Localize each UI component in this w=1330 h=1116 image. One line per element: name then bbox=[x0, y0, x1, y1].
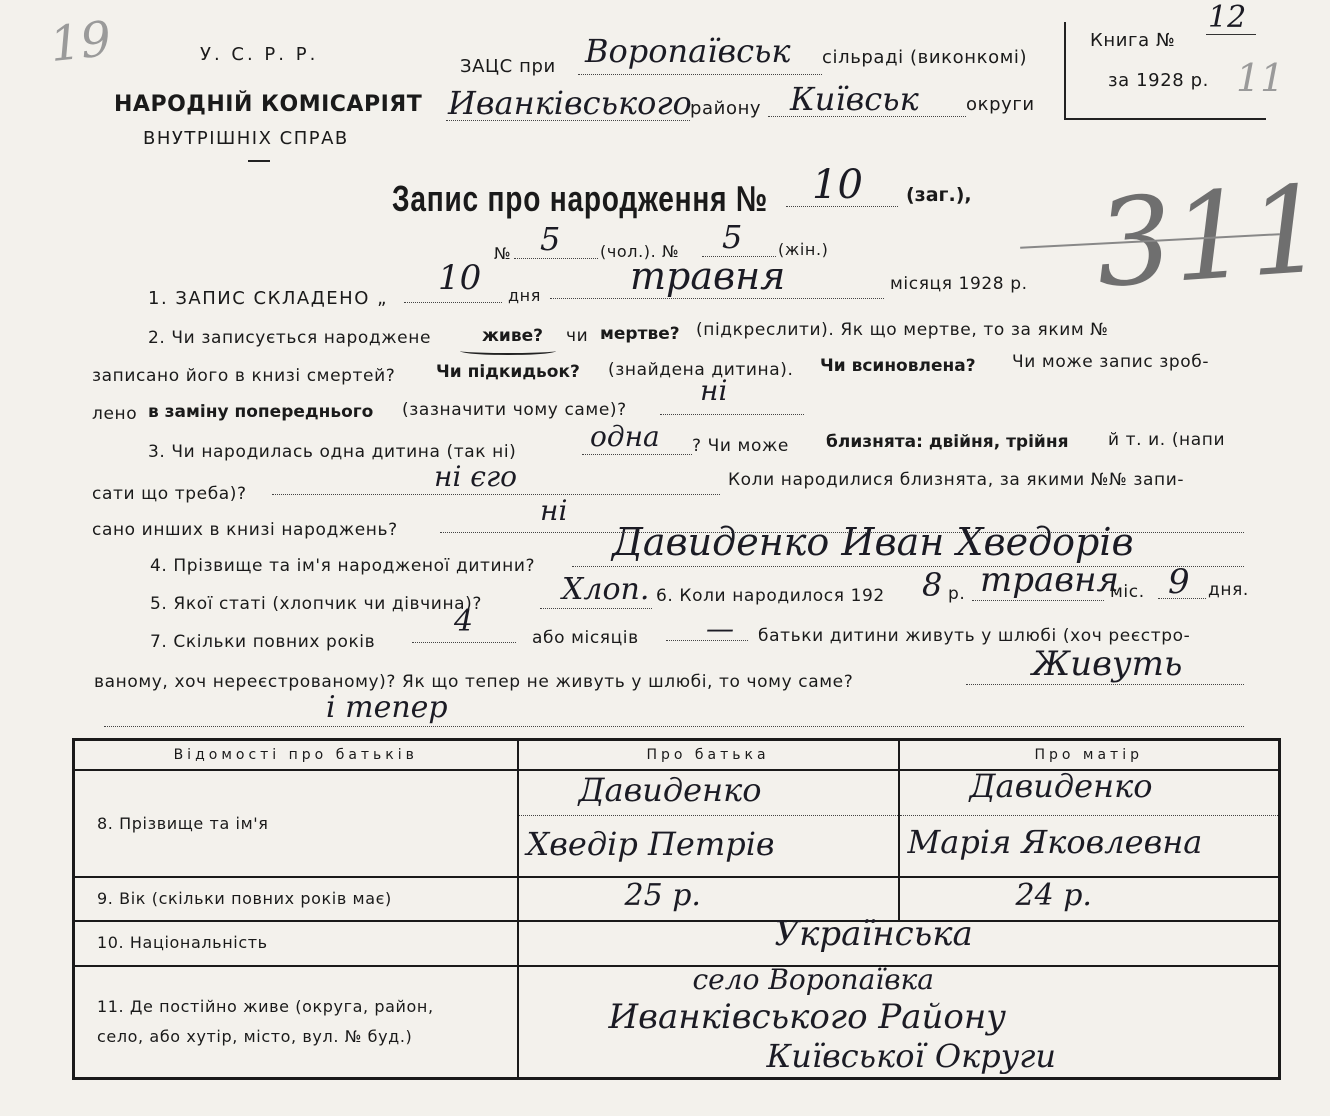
nationality-handwritten: Українська bbox=[774, 914, 973, 955]
mother-given-handwritten: Марія Яковлевна bbox=[907, 823, 1203, 862]
q3-one-handwritten: одна bbox=[590, 420, 660, 453]
q2-line2-c: Чи може запис зроб- bbox=[1012, 352, 1210, 372]
q4-answer-line bbox=[572, 566, 1244, 567]
q3-line1-c: й т. и. (напи bbox=[1108, 430, 1226, 450]
mother-age-handwritten: 24 р. bbox=[1015, 878, 1092, 913]
q7-line2: ваному, хоч нереєстрованому)? Як що тепер не живуть у шлюбі, то чому саме? bbox=[94, 672, 854, 692]
q5-answer-handwritten: Хлоп. bbox=[562, 572, 650, 607]
q6-day-handwritten: 9 bbox=[1168, 562, 1190, 602]
father-given-handwritten: Хведір Петрів bbox=[526, 825, 775, 864]
q2-line2-b: (знайдена дитина). bbox=[608, 360, 794, 380]
record-number-handwritten: 10 bbox=[812, 162, 863, 208]
female-label: (жін.) bbox=[778, 240, 829, 259]
q2-adopted: Чи всиновлена? bbox=[820, 356, 976, 376]
mother-name-cell bbox=[899, 767, 1280, 877]
q3-line2-a: сати що треба)? bbox=[92, 484, 247, 504]
q6-label: 6. Коли народилося 192 bbox=[656, 586, 885, 606]
book-number-underline bbox=[1206, 34, 1256, 35]
q7-label-c: батьки дитини живуть у шлюбі (хоч реєстро- bbox=[758, 626, 1191, 646]
q2-line1-b: (підкреслити). Як що мертве, то за яким № bbox=[696, 320, 1109, 340]
row-residence-label-line2: село, або хутір, місто, вул. № буд.) bbox=[97, 1026, 413, 1046]
q7-months-handwritten: — bbox=[706, 612, 734, 645]
raion-label: району bbox=[690, 98, 762, 119]
q3-line3-handwritten: ні bbox=[540, 494, 568, 527]
q3-line2-b: Коли народилися близнята, за якими №№ запи- bbox=[728, 470, 1185, 490]
row-age-label: 9. Вік (скільки повних років має) bbox=[74, 877, 518, 921]
father-surname-handwritten: Давиденко bbox=[578, 771, 762, 810]
table-row-name bbox=[74, 770, 1280, 877]
q2-foundling: Чи підкидьок? bbox=[436, 362, 580, 382]
q7-years-line bbox=[412, 642, 516, 643]
male-no-label: № bbox=[494, 244, 512, 263]
q2-replace: в заміну попереднього bbox=[148, 402, 374, 422]
header-divider bbox=[248, 160, 270, 162]
header-parents-info: Відомості про батьків bbox=[74, 740, 518, 771]
q3-line2-handwritten: ні єго bbox=[434, 460, 517, 493]
q2-answer-handwritten: ні bbox=[700, 374, 728, 407]
table-row-nationality bbox=[74, 921, 1280, 965]
q3-twins: близнята: двійня, трійня bbox=[826, 432, 1069, 452]
q3-line1-b: ? Чи може bbox=[692, 436, 789, 456]
header-mother: Про матір bbox=[899, 740, 1280, 771]
usrr-label: У. С. Р. Р. bbox=[200, 44, 319, 65]
okruga-handwritten: Київськ bbox=[790, 80, 919, 118]
book-year: за 1928 р. bbox=[1108, 70, 1210, 91]
q7-answer2-line bbox=[104, 726, 1244, 727]
q6-month-handwritten: травня bbox=[980, 560, 1119, 600]
q2-line3-b: (зазначити чому саме)? bbox=[402, 400, 627, 420]
q1-day-handwritten: 10 bbox=[438, 258, 482, 298]
record-number-suffix: (заг.), bbox=[906, 184, 972, 206]
book-number-handwritten: 12 bbox=[1208, 0, 1247, 35]
q7-label-a: 7. Скільки повних років bbox=[150, 632, 376, 652]
table-row-residence bbox=[74, 966, 1280, 1079]
record-number-line bbox=[786, 206, 898, 207]
q1-label: 1. ЗАПИС СКЛАДЕНО „ bbox=[148, 288, 388, 309]
margin-pencil-number: 311 bbox=[1091, 160, 1330, 315]
q7-answer1-handwritten: Живуть bbox=[1032, 644, 1183, 684]
nationality-cell bbox=[518, 914, 1280, 965]
residence-line1-handwritten: село Воропаївка bbox=[692, 962, 934, 996]
header-father: Про батька bbox=[518, 740, 899, 771]
q1-day-label: дня bbox=[508, 286, 541, 305]
q2-or: чи bbox=[566, 326, 589, 346]
table-row-age bbox=[74, 877, 1280, 921]
male-count-line bbox=[514, 258, 598, 259]
row-residence-label bbox=[74, 966, 518, 1079]
female-count-handwritten: 5 bbox=[722, 218, 743, 256]
q7-answer2-handwritten: і тепер bbox=[326, 690, 448, 725]
q4-answer-handwritten: Давиденко Иван Хведорів bbox=[612, 520, 1134, 564]
residence-cell bbox=[518, 962, 1280, 1079]
table-header-row bbox=[74, 740, 1280, 771]
book-pencil-mark: 11 bbox=[1236, 56, 1285, 100]
book-label: Книга № bbox=[1090, 30, 1176, 51]
q1-month-handwritten: травня bbox=[630, 254, 786, 298]
margin-pencil-mark: 19 bbox=[47, 10, 114, 74]
male-count-handwritten: 5 bbox=[540, 220, 561, 258]
q3-one-line bbox=[582, 454, 692, 455]
q6-year-handwritten: 8 bbox=[922, 566, 943, 604]
q7-months-line bbox=[666, 640, 748, 641]
q1-day-line bbox=[404, 302, 502, 303]
q6-day-line bbox=[1158, 598, 1206, 599]
q3-line3-a: сано инших в книзі народжень? bbox=[92, 520, 398, 540]
commissariat-title: НАРОДНІЙ КОМІСАРІЯТ bbox=[114, 92, 423, 117]
village-line bbox=[578, 74, 822, 75]
q2-alive-underline bbox=[460, 347, 556, 355]
father-age-handwritten: 25 р. bbox=[624, 878, 701, 913]
q5-label: 5. Якої статі (хлопчик чи дівчина)? bbox=[150, 594, 483, 614]
q7-years-handwritten: 4 bbox=[454, 604, 474, 639]
record-title: Запис про народження № bbox=[392, 178, 768, 219]
raion-handwritten: Иванківського bbox=[448, 84, 692, 122]
q2-line2-a: записано його в книзі смертей? bbox=[92, 366, 396, 386]
q1-month-line bbox=[550, 298, 884, 299]
q6-year-suffix: р. bbox=[948, 584, 966, 604]
mother-name-divider bbox=[900, 815, 1279, 816]
zags-prefix: ЗАЦС при bbox=[460, 56, 556, 77]
father-name-divider bbox=[519, 815, 898, 816]
q6-month-line bbox=[972, 600, 1104, 601]
q2-line1-a: 2. Чи записується народжене bbox=[148, 328, 432, 348]
q3-line1-a: 3. Чи народилась одна дитина (так ні) bbox=[148, 442, 517, 462]
q5-answer-line bbox=[540, 608, 652, 609]
village-handwritten: Воропаївськ bbox=[585, 32, 791, 70]
row-name-label: 8. Прізвище та ім'я bbox=[74, 770, 518, 877]
q6-day-label: дня. bbox=[1208, 580, 1249, 600]
q2-line3-a: лено bbox=[92, 404, 138, 424]
raion-line bbox=[446, 120, 690, 121]
q2-alive: живе? bbox=[482, 326, 543, 346]
row-nationality-label: 10. Національність bbox=[74, 921, 518, 965]
commissariat-subtitle: ВНУТРІШНІХ СПРАВ bbox=[143, 128, 349, 149]
q3-line2-line bbox=[272, 494, 720, 495]
parents-table bbox=[72, 738, 1281, 1080]
q6-month-label: міс. bbox=[1110, 582, 1145, 602]
mother-surname-handwritten: Давиденко bbox=[969, 767, 1153, 806]
q1-year-label: місяця 1928 р. bbox=[890, 274, 1028, 294]
q2-answer-line bbox=[660, 414, 804, 415]
q7-label-b: або місяців bbox=[532, 628, 639, 648]
residence-line3-handwritten: Київської Округи bbox=[766, 1036, 1057, 1075]
q7-answer1-line bbox=[966, 684, 1244, 685]
row-residence-label-line1: 11. Де постійно живе (округа, район, bbox=[97, 996, 434, 1016]
residence-line2-handwritten: Иванківського Району bbox=[608, 996, 1006, 1037]
male-label: (чол.). № bbox=[600, 242, 680, 261]
q2-dead: мертве? bbox=[600, 324, 680, 344]
okruga-label: округи bbox=[966, 94, 1035, 115]
q4-label: 4. Прізвище та ім'я народженої дитини? bbox=[150, 556, 536, 576]
okruga-line bbox=[768, 116, 966, 117]
silradi-label: сільраді (виконкомі) bbox=[822, 47, 1028, 68]
father-name-cell bbox=[518, 770, 899, 877]
